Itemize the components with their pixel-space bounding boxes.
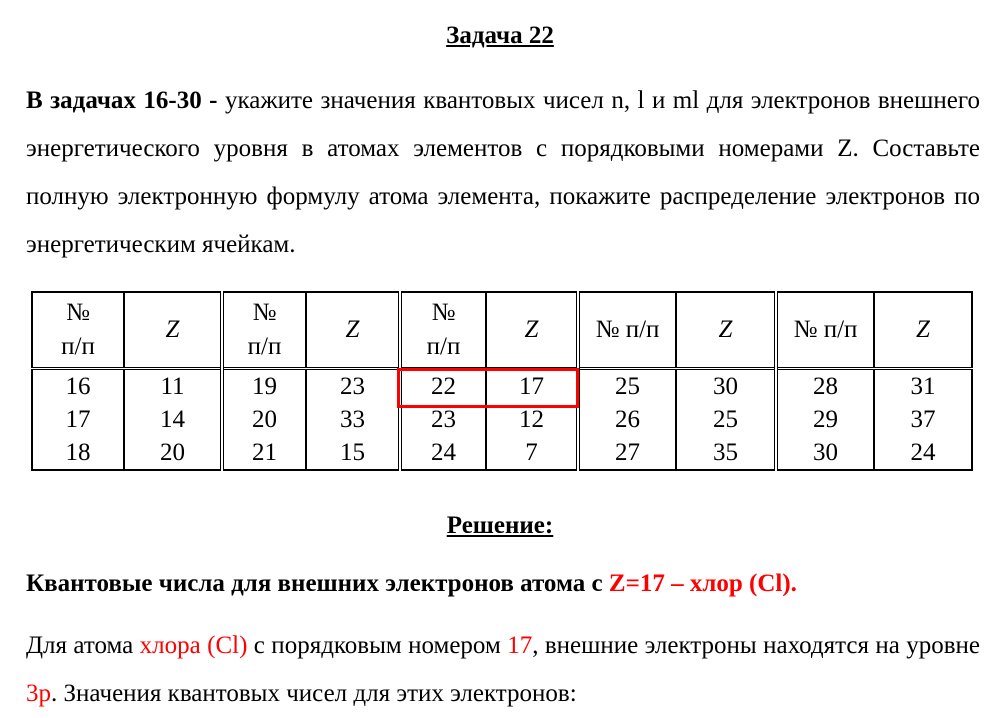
table-cell: 22 <box>400 369 486 404</box>
header-number: № п/п <box>400 292 486 369</box>
solution-heading: Решение: <box>446 512 554 539</box>
table-cell: 35 <box>676 436 776 470</box>
table-row <box>32 436 972 470</box>
task-instructions: укажите значения квантовых чисел n, l и ml для электронов внешнего энергетического уровня в атомах элементов с порядковыми номерами Z. Составьте полную электронную формулу атома элемента, покажите распределение электронов по энергетическим ячейкам. <box>26 87 980 258</box>
table-cell: 14 <box>124 403 222 436</box>
table-cell: 21 <box>222 436 306 470</box>
atomic-number: 17 <box>507 632 533 659</box>
table-cell: 12 <box>486 403 578 436</box>
answer-text: с порядковым номером <box>247 632 508 659</box>
answer-paragraph <box>26 622 980 718</box>
header-number: № п/п <box>222 292 306 369</box>
header-z: Z <box>676 292 776 369</box>
task-range-label: В задачах 16-30 - <box>26 87 218 114</box>
table-row <box>32 403 972 436</box>
table-cell: 23 <box>400 403 486 436</box>
table-cell: 33 <box>306 403 400 436</box>
variants-table <box>31 291 973 471</box>
table-cell: 17 <box>486 369 578 404</box>
table-cell: 30 <box>776 436 874 470</box>
table-cell: 37 <box>874 403 972 436</box>
answer-text: , внешние электроны находятся на уровне <box>532 632 981 659</box>
answer-text: Для атома <box>26 632 140 659</box>
variants-table-container <box>31 291 971 471</box>
table-cell: 31 <box>874 369 972 404</box>
table-cell: 27 <box>578 436 676 470</box>
energy-level: 3p <box>26 680 51 707</box>
table-cell: 30 <box>676 369 776 404</box>
header-number: № п/п <box>578 292 676 369</box>
table-cell: 7 <box>486 436 578 470</box>
task-title: Задача 22 <box>446 22 554 49</box>
table-cell: 29 <box>776 403 874 436</box>
element-name: хлора (Cl) <box>139 632 248 659</box>
header-z: Z <box>306 292 400 369</box>
table-cell: 11 <box>124 369 222 404</box>
answer-text: . Значения квантовых чисел для этих электронов: <box>51 680 577 707</box>
table-cell: 28 <box>776 369 874 404</box>
header-number: № п/п <box>776 292 874 369</box>
element-highlight: Z=17 – хлор (Cl). <box>608 570 797 597</box>
header-z: Z <box>486 292 578 369</box>
table-row <box>32 369 972 404</box>
table-cell: 25 <box>676 403 776 436</box>
table-cell: 16 <box>32 369 124 404</box>
table-cell: 15 <box>306 436 400 470</box>
task-description <box>26 77 980 269</box>
table-cell: 25 <box>578 369 676 404</box>
table-cell: 19 <box>222 369 306 404</box>
table-cell: 20 <box>124 436 222 470</box>
table-cell: 17 <box>32 403 124 436</box>
table-cell: 18 <box>32 436 124 470</box>
header-number: № п/п <box>32 292 124 369</box>
table-cell: 26 <box>578 403 676 436</box>
header-z: Z <box>124 292 222 369</box>
table-cell: 24 <box>400 436 486 470</box>
quantum-heading-text: Квантовые числа для внешних электронов атома с <box>26 570 609 597</box>
table-header-row <box>32 292 972 369</box>
table-cell: 20 <box>222 403 306 436</box>
table-cell: 23 <box>306 369 400 404</box>
table-cell: 24 <box>874 436 972 470</box>
header-z: Z <box>874 292 972 369</box>
quantum-numbers-heading <box>26 570 980 598</box>
